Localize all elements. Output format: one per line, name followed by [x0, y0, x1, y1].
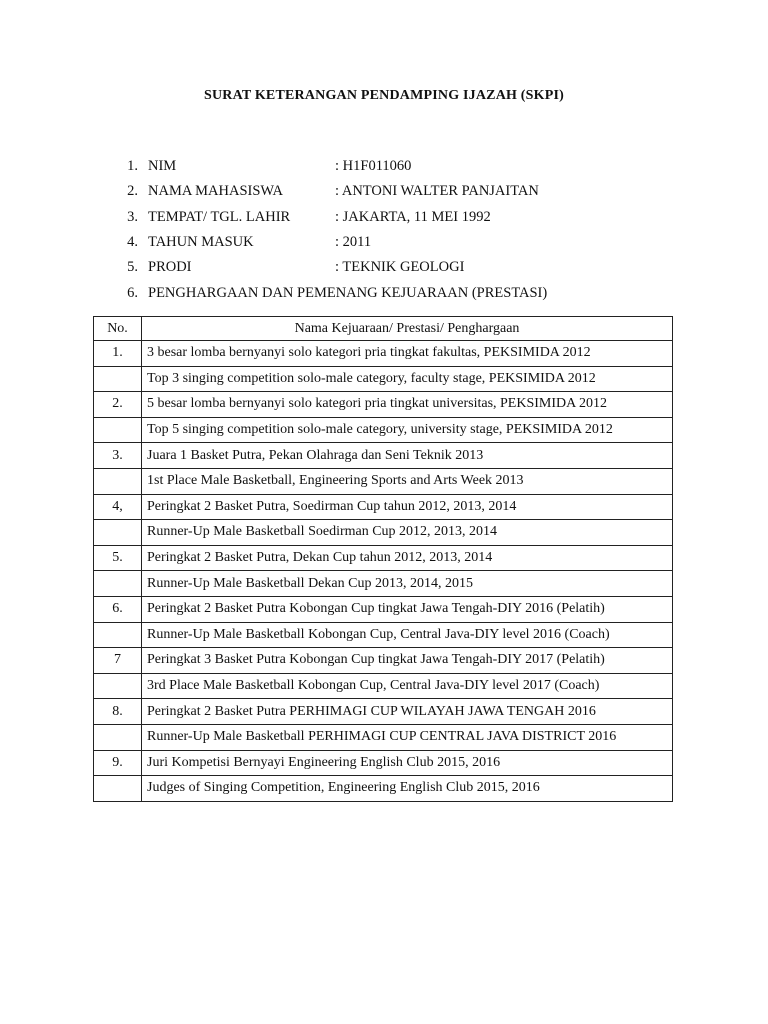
table-row	[94, 468, 673, 494]
row-number	[94, 571, 142, 597]
info-row-nim	[110, 154, 710, 179]
row-text: 3rd Place Male Basketball Kobongan Cup, Central Java-DIY level 2017 (Coach)	[142, 673, 673, 699]
info-label: NIM	[148, 158, 177, 175]
header-no: No.	[94, 317, 142, 341]
info-number: 1.	[127, 158, 138, 175]
row-text: Peringkat 2 Basket Putra, Soedirman Cup tahun 2012, 2013, 2014	[142, 494, 673, 520]
info-value: : ANTONI WALTER PANJAITAN	[335, 183, 539, 200]
info-value: : H1F011060	[335, 158, 412, 175]
info-row-name	[110, 179, 710, 204]
info-value: : 2011	[335, 234, 372, 251]
row-number: 6.	[94, 596, 142, 622]
info-label: TAHUN MASUK	[148, 234, 254, 251]
table-row	[94, 392, 673, 418]
row-number: 4,	[94, 494, 142, 520]
row-number: 7	[94, 648, 142, 674]
table-row	[94, 699, 673, 725]
table-row	[94, 571, 673, 597]
row-number	[94, 417, 142, 443]
info-row-birth	[110, 205, 710, 230]
document-title: SURAT KETERANGAN PENDAMPING IJAZAH (SKPI)	[203, 88, 565, 103]
table-row	[94, 443, 673, 469]
info-row-program	[110, 255, 710, 280]
row-text: Runner-Up Male Basketball Kobongan Cup, Central Java-DIY level 2016 (Coach)	[142, 622, 673, 648]
row-text: 1st Place Male Basketball, Engineering Sports and Arts Week 2013	[142, 468, 673, 494]
table-row	[94, 494, 673, 520]
info-label: TEMPAT/ TGL. LAHIR	[148, 208, 291, 225]
row-number	[94, 776, 142, 802]
row-number: 1.	[94, 341, 142, 367]
row-text: Top 3 singing competition solo-male category, faculty stage, PEKSIMIDA 2012	[142, 366, 673, 392]
table-row	[94, 673, 673, 699]
row-text: Judges of Singing Competition, Engineering English Club 2015, 2016	[142, 776, 673, 802]
info-number: 3.	[127, 208, 138, 225]
row-number: 5.	[94, 545, 142, 571]
row-text: Top 5 singing competition solo-male category, university stage, PEKSIMIDA 2012	[142, 417, 673, 443]
header-name: Nama Kejuaraan/ Prestasi/ Penghargaan	[142, 317, 673, 341]
row-number	[94, 366, 142, 392]
row-text: Runner-Up Male Basketball PERHIMAGI CUP CENTRAL JAVA DISTRICT 2016	[142, 724, 673, 750]
info-label: PENGHARGAAN DAN PEMENANG KEJUARAAN (PRESTASI)	[148, 284, 548, 301]
info-number: 4.	[127, 234, 138, 251]
row-number	[94, 724, 142, 750]
row-text: 5 besar lomba bernyanyi solo kategori pria tingkat universitas, PEKSIMIDA 2012	[142, 392, 673, 418]
row-number	[94, 673, 142, 699]
row-number: 9.	[94, 750, 142, 776]
info-row-awards-heading	[110, 280, 710, 305]
table-row	[94, 724, 673, 750]
table-row	[94, 545, 673, 571]
info-row-entry-year	[110, 230, 710, 255]
row-text: Peringkat 3 Basket Putra Kobongan Cup tingkat Jawa Tengah-DIY 2017 (Pelatih)	[142, 648, 673, 674]
info-number: 5.	[127, 259, 138, 276]
info-label: PRODI	[148, 259, 192, 276]
awards-table	[93, 316, 673, 802]
row-text: Runner-Up Male Basketball Dekan Cup 2013, 2014, 2015	[142, 571, 673, 597]
row-text: Runner-Up Male Basketball Soedirman Cup 2012, 2013, 2014	[142, 520, 673, 546]
table-row	[94, 417, 673, 443]
table-row	[94, 622, 673, 648]
row-number	[94, 622, 142, 648]
row-text: Peringkat 2 Basket Putra, Dekan Cup tahun 2012, 2013, 2014	[142, 545, 673, 571]
row-number: 2.	[94, 392, 142, 418]
row-number	[94, 468, 142, 494]
row-text: 3 besar lomba bernyanyi solo kategori pria tingkat fakultas, PEKSIMIDA 2012	[142, 341, 673, 367]
table-row	[94, 596, 673, 622]
student-info-list	[110, 154, 710, 306]
info-number: 6.	[127, 284, 138, 301]
row-text: Juri Kompetisi Bernyayi Engineering English Club 2015, 2016	[142, 750, 673, 776]
info-value: : JAKARTA, 11 MEI 1992	[335, 208, 491, 225]
info-number: 2.	[127, 183, 138, 200]
table-row	[94, 648, 673, 674]
row-text: Peringkat 2 Basket Putra Kobongan Cup tingkat Jawa Tengah-DIY 2016 (Pelatih)	[142, 596, 673, 622]
table-row	[94, 366, 673, 392]
row-text: Juara 1 Basket Putra, Pekan Olahraga dan Seni Teknik 2013	[142, 443, 673, 469]
table-header-row	[94, 317, 673, 341]
row-text: Peringkat 2 Basket Putra PERHIMAGI CUP WILAYAH JAWA TENGAH 2016	[142, 699, 673, 725]
table-row	[94, 520, 673, 546]
table-row	[94, 776, 673, 802]
table-row	[94, 341, 673, 367]
row-number	[94, 520, 142, 546]
table-row	[94, 750, 673, 776]
info-label: NAMA MAHASISWA	[148, 183, 283, 200]
row-number: 3.	[94, 443, 142, 469]
row-number: 8.	[94, 699, 142, 725]
info-value: : TEKNIK GEOLOGI	[335, 259, 465, 276]
